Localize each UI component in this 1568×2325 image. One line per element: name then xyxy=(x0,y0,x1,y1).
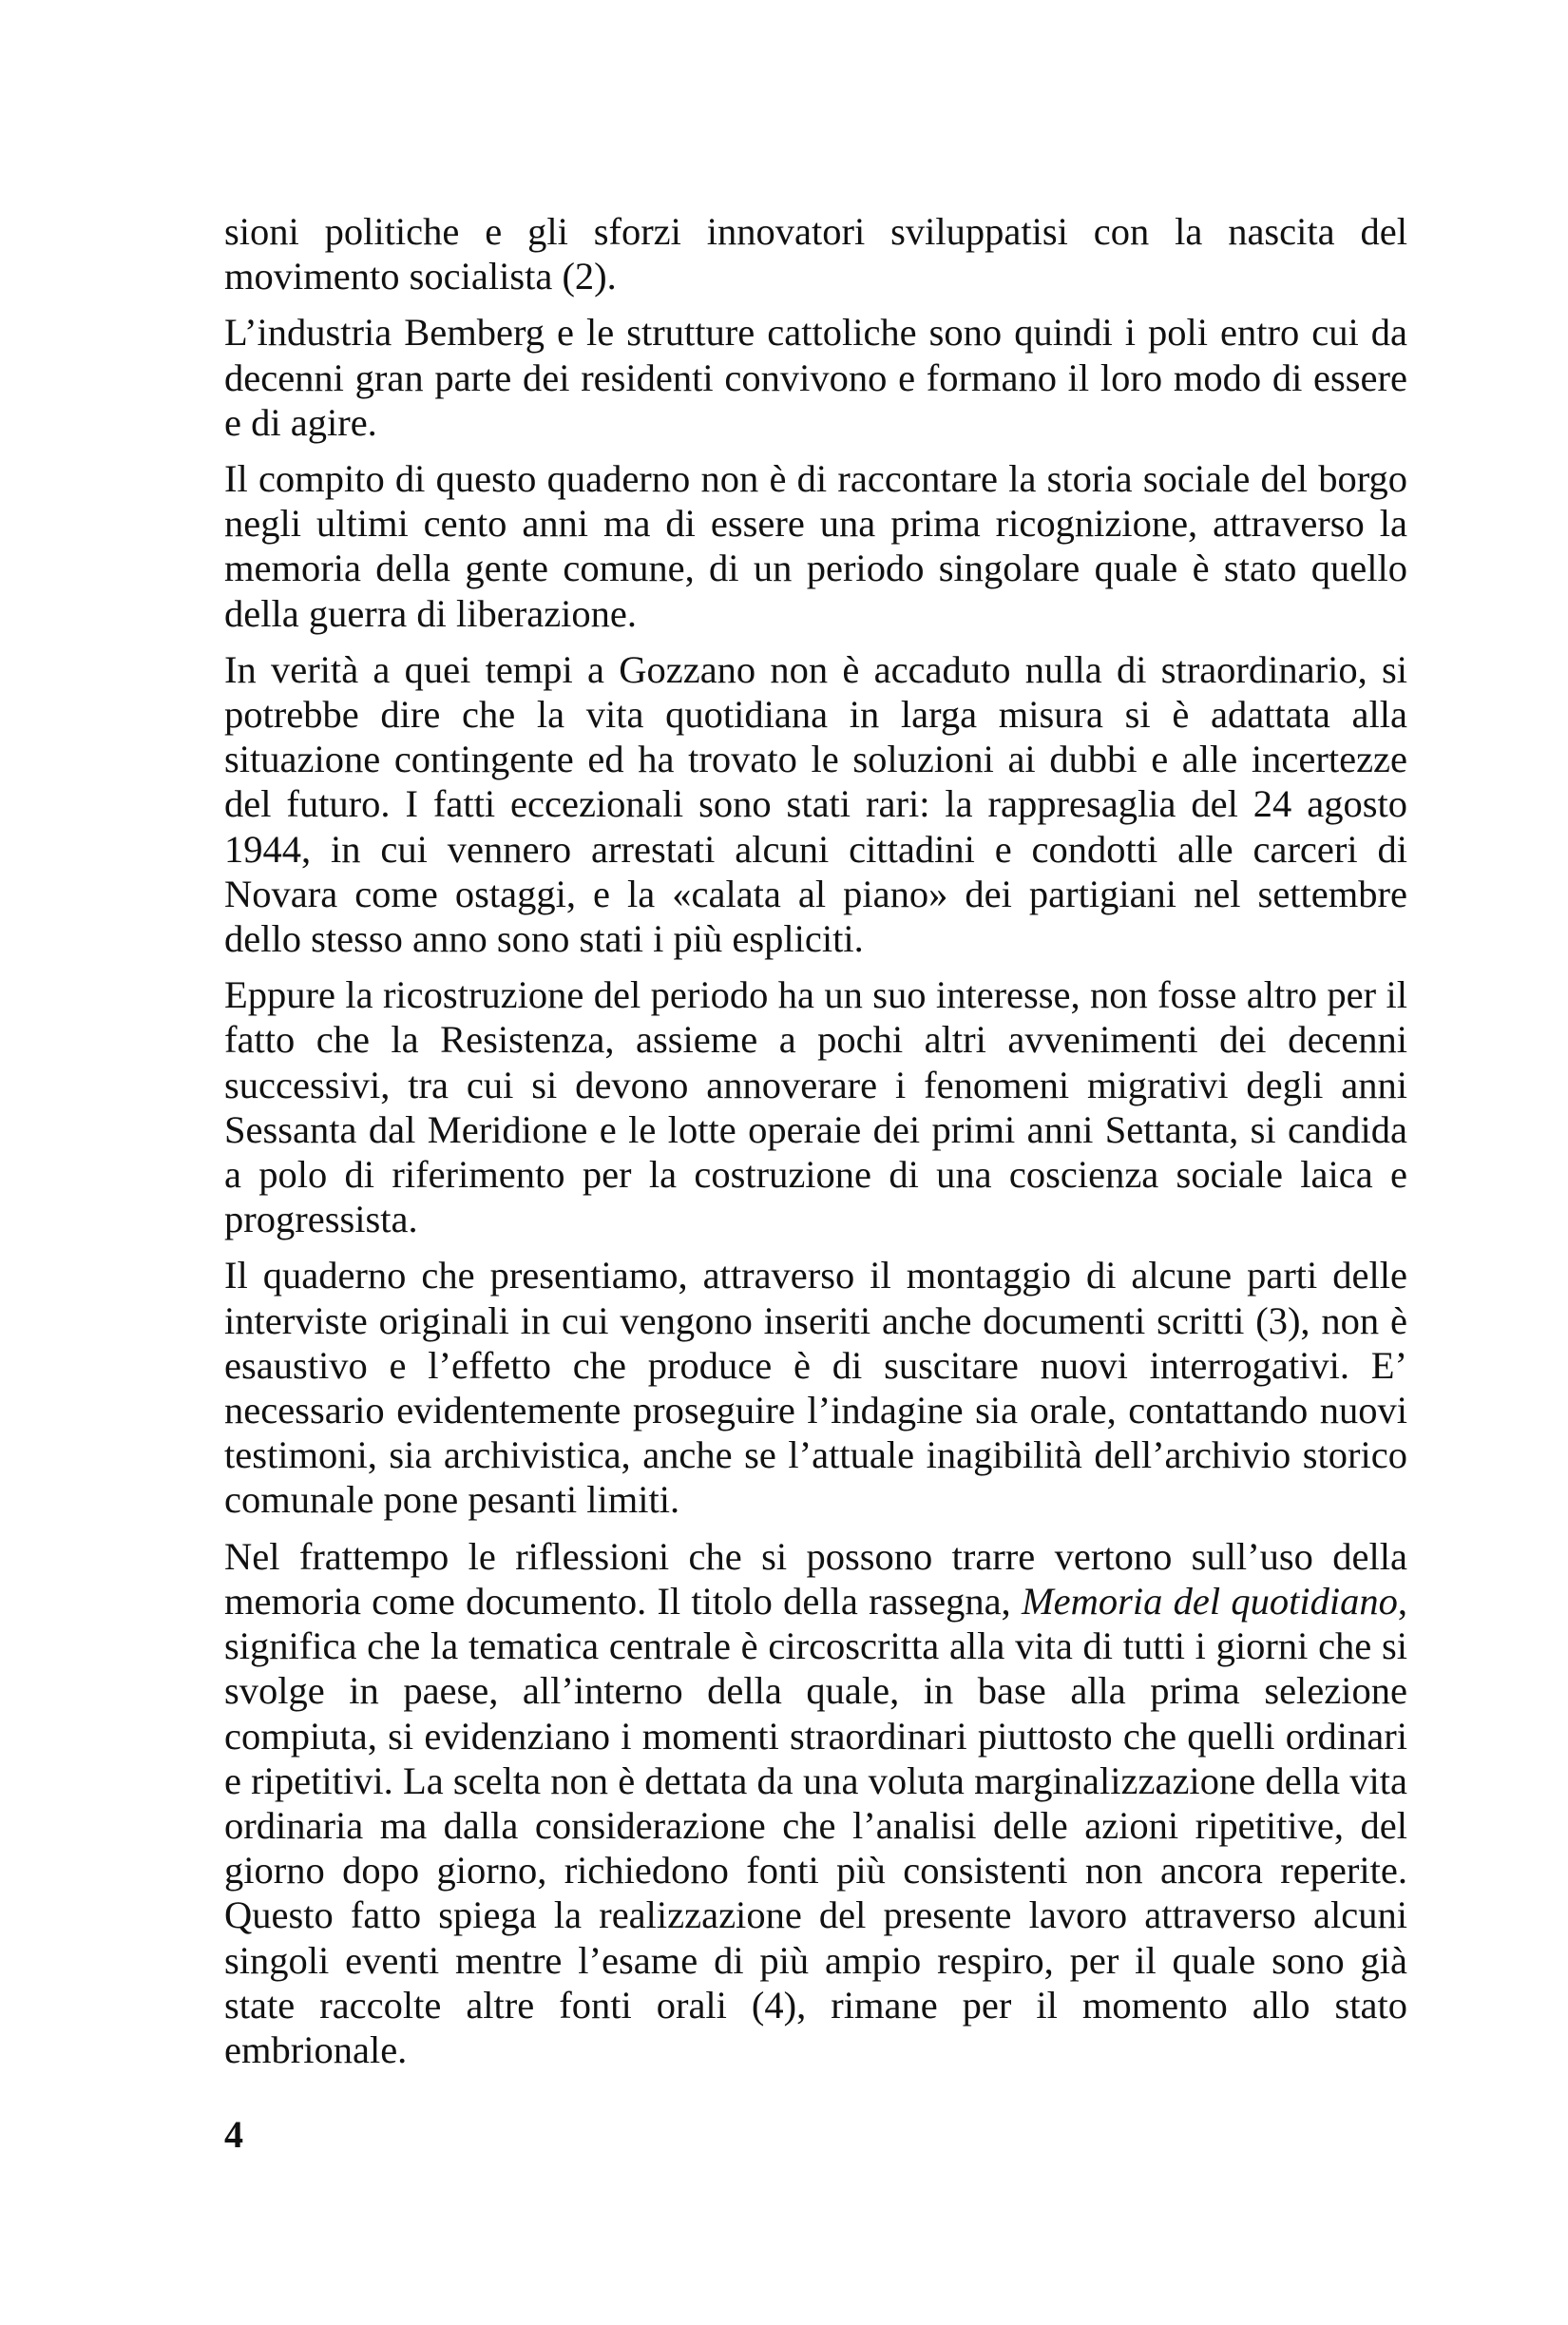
paragraph-text-after-title: , significa che la tematica centrale è circoscritta alla vita di tutti i giorni che si svolge in paese, all’interno della quale, in base alla prima selezione compiuta, si evidenziano i momenti straordinari piuttosto che quelli ordinari e ripetitivi. La scelta non è dettata da una voluta marginalizzazione della vita ordinaria ma dalla considerazione che l’analisi delle azioni ripetitive, del giorno dopo giorno, richiedono fonti più consistenti non ancora reperite. Questo fatto spiega la realizzazione del presente lavoro attraverso alcuni singoli eventi mentre l’esame di più ampio respiro, per il quale sono già state raccolte altre fonti orali (4), rimane per il momento allo stato embrionale. xyxy=(224,1579,1407,2071)
paragraph: sioni politiche e gli sforzi innovatori sviluppatisi con la nascita del movimento socialista (2). xyxy=(224,210,1407,298)
paragraph-last xyxy=(224,1534,1407,2072)
page-number: 4 xyxy=(224,2113,243,2156)
paragraph: Il quaderno che presentiamo, attraverso il montaggio di alcune parti delle interviste originali in cui vengono inseriti anche documenti scritti (3), non è esaustivo e l’effetto che produce è di suscitare nuovi interrogativi. E’ necessario evidentemente proseguire l’indagine sia orale, contattando nuovi testimoni, sia archivistica, anche se l’attuale inagibilità dell’archivio storico comunale pone pesanti limiti. xyxy=(224,1254,1407,1522)
paragraph: L’industria Bemberg e le strutture cattoliche sono quindi i poli entro cui da decenni gran parte dei residenti convivono e formano il loro modo di essere e di agire. xyxy=(224,311,1407,444)
paragraph: Il compito di questo quaderno non è di raccontare la storia sociale del borgo negli ultimi cento anni ma di essere una prima ricognizione, attraverso la memoria della gente comune, di un periodo singolare quale è stato quello della guerra di liberazione. xyxy=(224,457,1407,635)
paragraph: In verità a quei tempi a Gozzano non è accaduto nulla di straordinario, si potrebbe dire che la vita quotidiana in larga misura si è adattata alla situazione contingente ed ha trovato le soluzioni ai dubbi e alle incertezze del futuro. I fatti eccezionali sono stati rari: la rappresaglia del 24 agosto 1944, in cui vennero arrestati alcuni cittadini e condotti alle carceri di Novara come ostaggi, e la «calata al piano» dei partigiani nel settembre dello stesso anno sono stati i più espliciti. xyxy=(224,647,1407,961)
paragraph: Eppure la ricostruzione del periodo ha un suo interesse, non fosse altro per il fatto che la Resistenza, assieme a pochi altri avvenimenti dei decenni successivi, tra cui si devono annoverare i fenomeni migrativi degli anni Sessanta dal Meridione e le lotte operaie dei primi anni Settanta, si candida a polo di riferimento per la costruzione di una coscienza sociale laica e progressista. xyxy=(224,973,1407,1241)
body-text xyxy=(224,209,1407,2084)
exhibition-title: Memoria del quotidiano xyxy=(1021,1579,1398,1623)
paragraph-text-before-title: Nel frattempo le riflessioni che si possono trarre vertono sull’uso della memoria come documento. Il titolo della rassegna, xyxy=(224,1534,1407,1623)
